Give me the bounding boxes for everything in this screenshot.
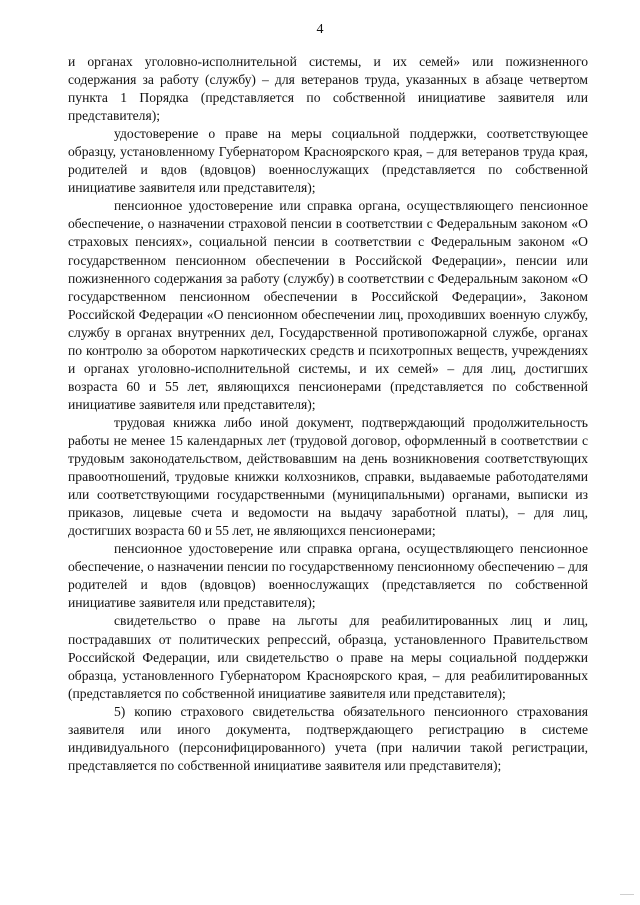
- paragraph-rehabilitated-certificate: свидетельство о праве на льготы для реабилитированных лиц и лиц, пострадавших от политических репрессий, образца, установленного Правительством Российской Федерации, или свидетельство о праве на меры социальной поддержки образца, установленного Губернатором Красноярского края, – для реабилитированных (представляется по собственной инициативе заявителя или представителя);: [68, 613, 588, 701]
- paragraph-pension-certificate-pensioners: пенсионное удостоверение или справка органа, осуществляющего пенсионное обеспечение, о назначении страховой пенсии в соответствии с Федеральным законом «О страховых пенсиях», социальной пенсии в соответствии с Федеральным законом «О государственном пенсионном обеспечении в Российской Федерации», пенсии или пожизненного содержания за работу (службу) в соответствии с Федеральным законом «О государственном пенсионном обеспечении в Российской Федерации», Законом Российской Федерации «О пенсионном обеспечении лиц, проходивших военную службу, службу в органах внутренних дел, Государственной противопожарной службе, органах по контролю за оборотом наркотических средств и психотропных веществ, учреждениях и органах уголовно-исполнительной системы, и их семей» – для лиц, достигших возраста 60 и 55 лет, являющихся пенсионерами (представляется по собственной инициативе заявителя или представителя);: [68, 198, 588, 412]
- paragraph-work-record-book: трудовая книжка либо иной документ, подтверждающий продолжительность работы не менее 15 календарных лет (трудовой договор, оформленный в соответствии с трудовым законодательством, действовавшим на день возникновения соответствующих правоотношений, трудовые книжки колхозников, справки, выдаваемые работодателями или соответствующими государственными (муниципальными) органами, выписки из приказов, лицевые счета и ведомости на выдачу заработной платы), – для лиц, достигших возраста 60 и 55 лет, не являющихся пенсионерами;: [68, 414, 588, 539]
- paragraph-pension-certificate-military-families: пенсионное удостоверение или справка органа, осуществляющего пенсионное обеспечение, о назначении пенсии по государственному пенсионному обеспечению – для родителей и вдов (вдовцов) военнослужащих (представляется по собственной инициативе заявителя или представителя);: [68, 541, 588, 611]
- page-number: 4: [316, 22, 324, 37]
- document-text: [68, 53, 588, 775]
- paragraph-continuation: и органах уголовно-исполнительной системы, и их семей» или пожизненного содержания за работу (службу) – для ветеранов труда, указанных в абзаце четвертом пункта 1 Порядка (представляется по собственной инициативе заявителя или представителя);: [68, 54, 588, 124]
- paragraph-insurance-certificate-copy: 5) копию страхового свидетельства обязательного пенсионного страхования заявителя или иного документа, подтверждающего регистрацию в системе индивидуального (персонифицированного) учета (при наличии такой регистрации, представляется по собственной инициативе заявителя или представителя);: [68, 703, 588, 773]
- scan-artifact: [620, 894, 634, 895]
- paragraph-social-support-certificate: удостоверение о праве на меры социальной поддержки, соответствующее образцу, установленному Губернатором Красноярского края, – для ветеранов труда края, родителей и вдов (вдовцов) военнослужащих (представляется по собственной инициативе заявителя или представителя);: [68, 126, 588, 196]
